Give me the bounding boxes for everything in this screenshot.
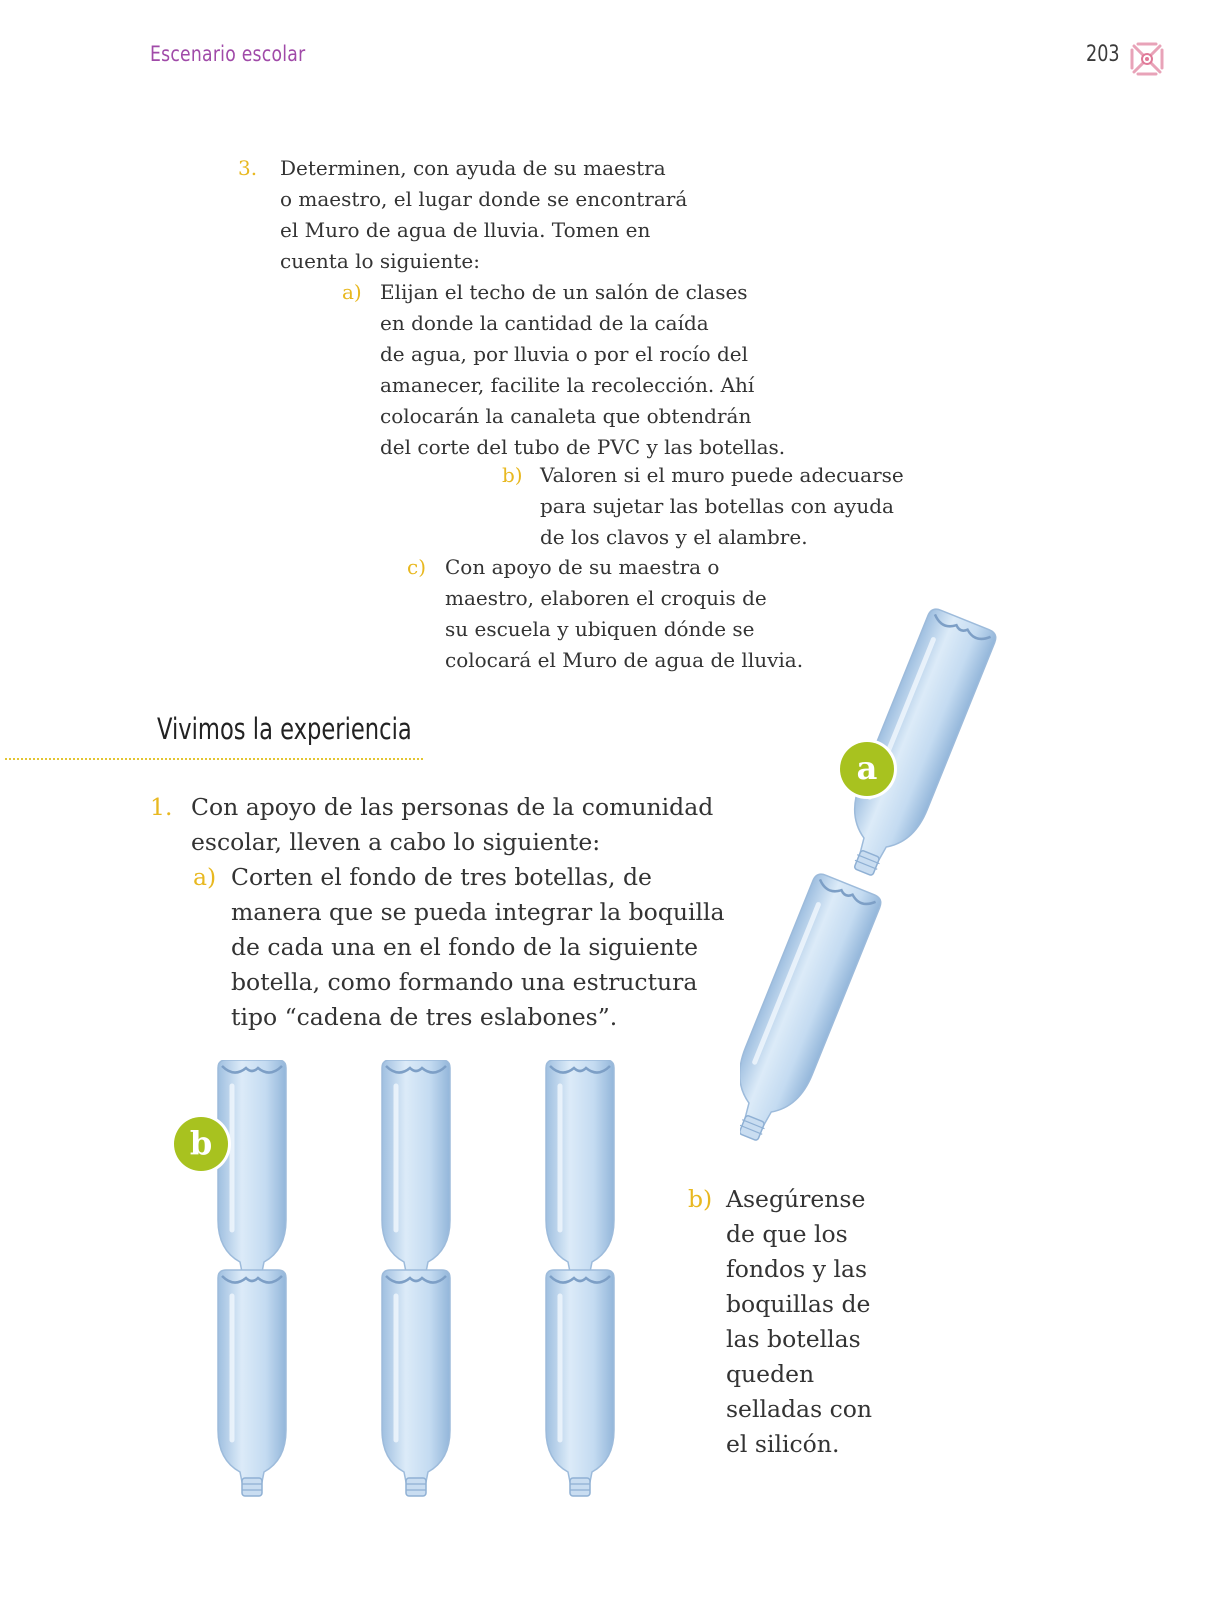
text-line: boquillas de	[726, 1290, 871, 1318]
text-line: cuenta lo siguiente:	[280, 249, 480, 273]
section-divider	[5, 758, 423, 760]
text-line: de agua, por lluvia o por el rocío del	[380, 342, 749, 366]
text-line: colocarán la canaleta que obtendrán	[380, 404, 752, 428]
text-line: fondos y las	[726, 1255, 868, 1283]
step3-c-marker: c)	[407, 555, 427, 579]
text-line: Determinen, con ayuda de su maestra	[280, 156, 666, 180]
step3-text	[280, 153, 740, 277]
step3-a-text	[380, 277, 820, 463]
figure-badge-a: a	[840, 742, 894, 796]
text-line: Elijan el techo de un salón de clases	[380, 280, 748, 304]
text-line: Corten el fondo de tres botellas, de	[231, 863, 652, 891]
text-line: en donde la cantidad de la caída	[380, 311, 709, 335]
step3-number: 3.	[238, 156, 258, 180]
text-line: tipo “cadena de tres eslabones”.	[231, 1003, 618, 1031]
text-line: las botellas	[726, 1325, 861, 1353]
text-line: escolar, lleven a cabo lo siguiente:	[191, 828, 601, 856]
text-line: o maestro, el lugar donde se encontrará	[280, 187, 688, 211]
text-line: el silicón.	[726, 1430, 840, 1458]
bottle-chain-3	[546, 1060, 614, 1496]
text-line: maestro, elaboren el croquis de	[445, 586, 767, 610]
text-line: el Muro de agua de lluvia. Tomen en	[280, 218, 651, 242]
bottle-chain-1	[218, 1060, 286, 1496]
bottle-bottom	[740, 872, 883, 1151]
text-line: de que los	[726, 1220, 848, 1248]
bottles-figure-b	[200, 1060, 640, 1510]
text-line: botella, como formando una estructura	[231, 968, 698, 996]
text-line: de los clavos y el alambre.	[540, 525, 808, 549]
step3-b-marker: b)	[502, 463, 523, 487]
step1-b-text	[726, 1182, 926, 1462]
text-line: Con apoyo de las personas de la comunidad	[191, 793, 714, 821]
bottle-chain-2	[382, 1060, 450, 1496]
step1-text	[191, 790, 751, 860]
text-line: de cada una en el fondo de la siguiente	[231, 933, 698, 961]
text-line: del corte del tubo de PVC y las botellas.	[380, 435, 786, 459]
step1-a-marker: a)	[193, 863, 217, 891]
text-line: queden	[726, 1360, 815, 1388]
text-line: colocará el Muro de agua de lluvia.	[445, 648, 804, 672]
step3-a-marker: a)	[342, 280, 362, 304]
text-line: su escuela y ubiquen dónde se	[445, 617, 755, 641]
text-line: Valoren si el muro puede adecuarse	[540, 463, 904, 487]
text-line: Asegúrense	[726, 1185, 866, 1213]
text-line: Con apoyo de su maestra o	[445, 555, 720, 579]
text-line: amanecer, facilite la recolección. Ahí	[380, 373, 755, 397]
text-line: selladas con	[726, 1395, 873, 1423]
text-line: manera que se pueda integrar la boquilla	[231, 898, 725, 926]
step1-number: 1.	[150, 793, 173, 821]
section-title: Vivimos la experiencia	[157, 712, 412, 746]
step1-b-marker: b)	[688, 1185, 713, 1213]
figure-badge-b: b	[174, 1117, 228, 1171]
step1-a-text	[231, 860, 751, 1035]
bottles-figure-a	[740, 600, 1040, 1160]
text-line: para sujetar las botellas con ayuda	[540, 494, 894, 518]
section-header: Escenario escolar	[150, 42, 306, 66]
step3-b-text	[540, 460, 940, 553]
decorative-star-icon	[1128, 40, 1166, 78]
page-number: 203	[1086, 42, 1120, 67]
